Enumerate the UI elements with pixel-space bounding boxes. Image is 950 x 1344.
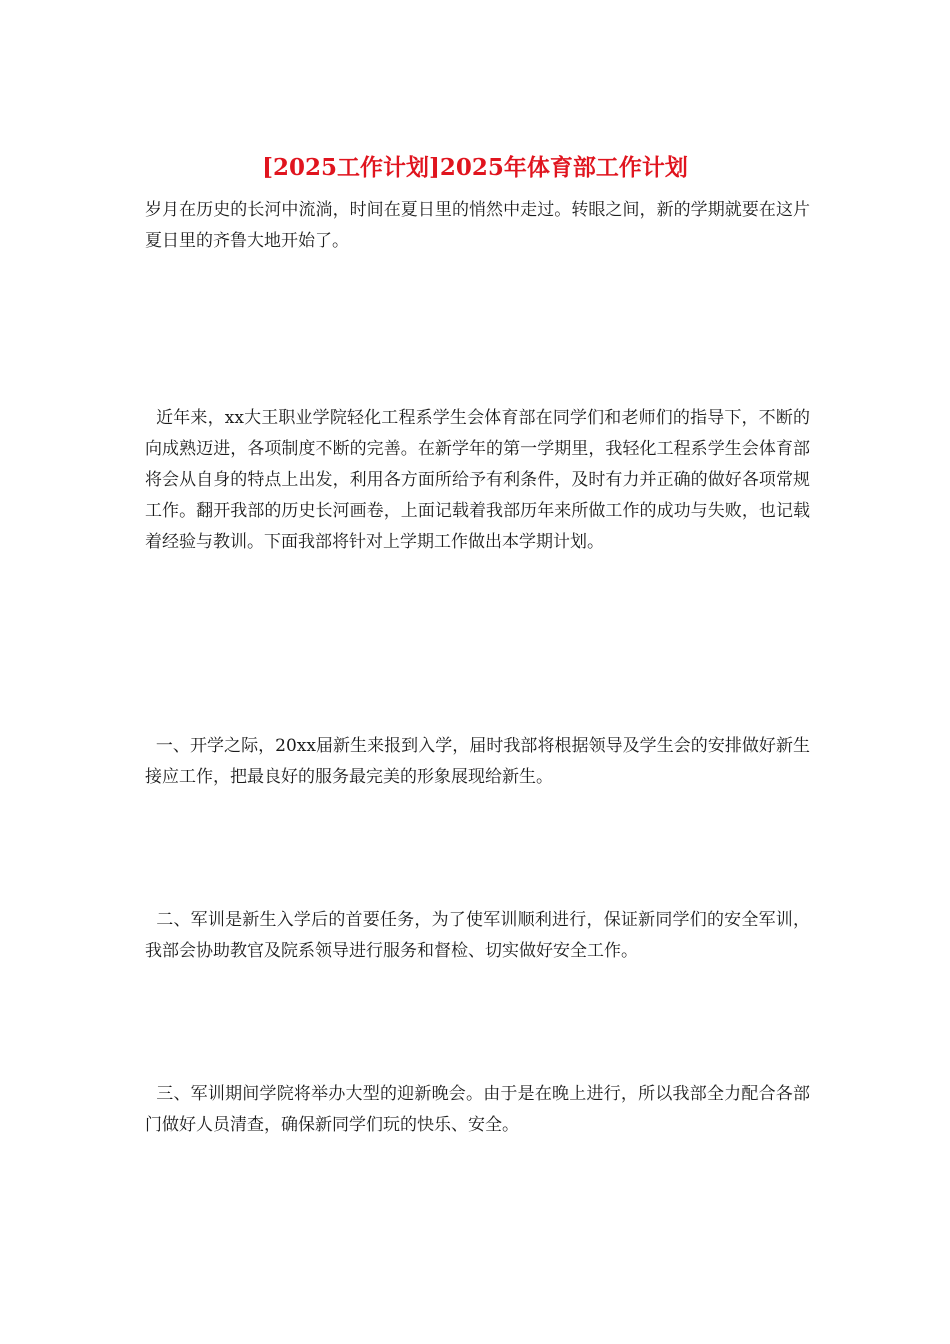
plan-item-2-paragraph: 二、军训是新生入学后的首要任务，为了使军训顺利进行，保证新同学们的安全军训，我部会协助教官及院系领导进行服务和督检、切实做好安全工作。 bbox=[145, 910, 811, 961]
plan-item-3-paragraph: 三、军训期间学院将举办大型的迎新晚会。由于是在晚上进行，所以我部全力配合各部门做好人员清查，确保新同学们玩的快乐、安全。 bbox=[145, 1084, 811, 1135]
document-title: [2025工作计划]2025年体育部工作计划 bbox=[262, 154, 688, 181]
plan-item-1-paragraph: 一、开学之际，20xx届新生来报到入学，届时我部将根据领导及学生会的安排做好新生接应工作，把最良好的服务最完美的形象展现给新生。 bbox=[145, 736, 810, 787]
overview-paragraph: 近年来，xx大王职业学院轻化工程系学生会体育部在同学们和老师们的指导下，不断的向成熟迈进，各项制度不断的完善。在新学年的第一学期里，我轻化工程系学生会体育部将会从自身的特点上出发，利用各方面所给予有利条件，及时有力并正确的做好各项常规工作。翻开我部的历史长河画卷，上面记载着我部历年来所做工作的成功与失败，也记载着经验与教训。下面我部将针对上学期工作做出本学期计划。 bbox=[145, 408, 810, 552]
intro-paragraph: 岁月在历史的长河中流淌，时间在夏日里的悄然中走过。转眼之间，新的学期就要在这片夏日里的齐鲁大地开始了。 bbox=[145, 200, 810, 251]
